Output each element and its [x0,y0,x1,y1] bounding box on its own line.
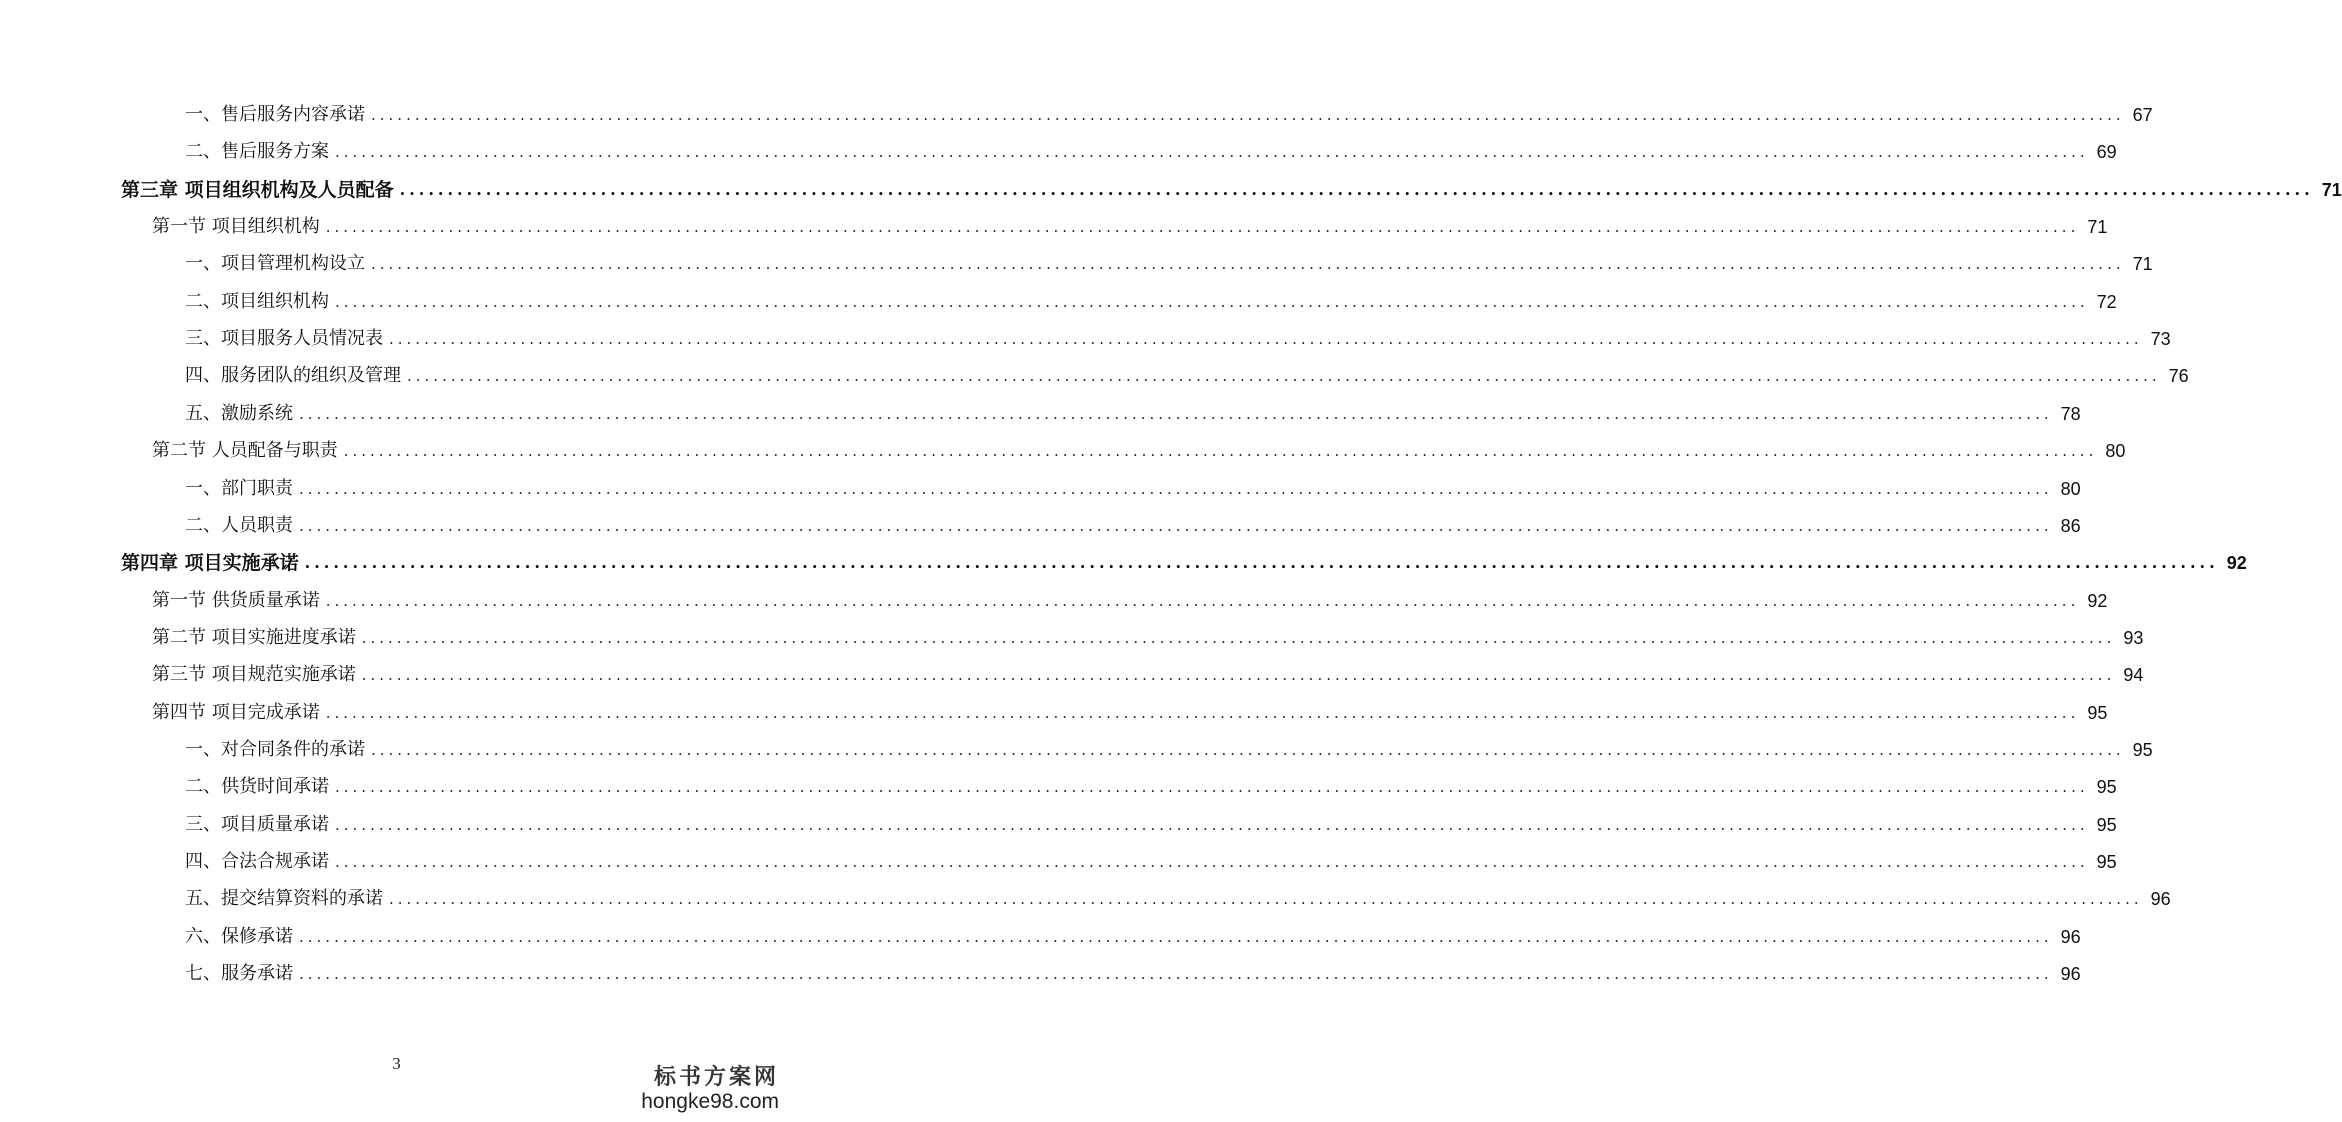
toc-dot-leader: ........................................................................................................................................................................................................ [299,404,2053,423]
toc-entry-title: 第二节 项目实施进度承诺 [152,626,356,648]
toc-entry-section[interactable] [152,586,2108,616]
toc-entry-title: 一、部门职责 [185,477,293,499]
toc-entry-item[interactable] [185,399,2081,429]
toc-entry-item[interactable] [185,361,2189,391]
toc-entry-item[interactable] [185,137,2117,167]
toc-entry-title: 第四节 项目完成承诺 [152,701,320,723]
toc-entry-title: 三、项目服务人员情况表 [185,328,383,350]
toc-entry-page: 96 [2060,964,2081,985]
toc-entry-title: 一、对合同条件的承诺 [185,738,365,760]
toc-entry-item[interactable] [185,474,2081,504]
toc-dot-leader: ........................................................................................................................................................................................................ [304,553,2219,573]
toc-dot-leader: ........................................................................................................................................................................................................ [325,591,2080,610]
toc-entry-page: 80 [2105,441,2126,462]
toc-dot-leader: ........................................................................................................................................................................................................ [335,815,2089,834]
toc-entry-page: 86 [2060,515,2081,536]
toc-entry-item[interactable] [185,922,2081,952]
toc-entry-page: 78 [2060,403,2081,424]
toc-entry-page: 95 [2096,852,2117,872]
toc-entry-section[interactable] [152,212,2108,242]
toc-entry-chapter[interactable] [121,175,2342,205]
toc-entry-page: 95 [2132,739,2153,760]
toc-entry-title: 四、合法合规承诺 [185,851,329,872]
toc-dot-leader: ........................................................................................................................................................................................................ [335,853,2089,871]
toc-entry-page: 96 [2060,926,2081,947]
toc-dot-leader: ........................................................................................................................................................................................................ [299,479,2053,498]
toc-entry-page: 94 [2123,665,2144,686]
toc-entry-title: 第一节 供货质量承诺 [152,589,320,611]
toc-entry-page: 92 [2226,553,2247,574]
toc-entry-page: 69 [2096,142,2117,163]
toc-dot-leader: ........................................................................................................................................................................................................ [299,516,2053,535]
toc-dot-leader: ........................................................................................................................................................................................................ [343,442,2098,461]
toc-dot-leader: ........................................................................................................................................................................................................ [299,927,2053,946]
toc-entry-page: 96 [2150,889,2171,910]
toc-entry-page: 72 [2096,291,2117,312]
toc-entry-title: 第四章 项目实施承诺 [121,552,299,575]
toc-entry-page: 95 [2096,777,2117,798]
toc-entry-item[interactable] [185,884,2171,914]
toc-entry-page: 80 [2060,478,2081,499]
toc-entry-page: 71 [2132,254,2153,275]
watermark-url: hongke98.com [641,1090,779,1113]
toc-entry-page: 95 [2087,702,2108,723]
toc-dot-leader: ........................................................................................................................................................................................................ [389,330,2143,349]
toc-entry-page: 71 [2321,179,2342,200]
toc-entry-section[interactable] [152,623,2144,653]
toc-dot-leader: ........................................................................................................................................................................................................ [361,666,2116,685]
toc-entry-title: 二、项目组织机构 [185,290,329,312]
toc-entry-title: 一、售后服务内容承诺 [185,104,365,125]
toc-entry-page: 95 [2096,814,2117,835]
toc-entry-item[interactable] [185,249,2153,279]
toc-entry-item[interactable] [185,735,2153,765]
toc-entry-chapter[interactable] [121,548,2247,578]
toc-entry-title: 五、激励系统 [185,402,293,424]
toc-entry-page: 71 [2087,217,2108,238]
toc-dot-leader: ........................................................................................................................................................................................................ [335,778,2089,797]
toc-entry-item[interactable] [185,100,2153,130]
toc-entry-section[interactable] [152,436,2126,466]
toc-entry-item[interactable] [185,324,2171,354]
toc-entry-item[interactable] [185,287,2117,317]
toc-entry-page: 93 [2123,627,2144,648]
toc-dot-leader: ........................................................................................................................................................................................................ [335,292,2089,311]
watermark-logo [641,1064,779,1114]
toc-entry-page: 92 [2087,590,2108,611]
toc-entry-page: 76 [2168,366,2189,387]
toc-entry-item[interactable] [185,959,2081,989]
toc-entry-page: 67 [2132,105,2153,125]
toc-entry-title: 第一节 项目组织机构 [152,216,320,238]
watermark-brand: 标书方案网 [653,1064,779,1090]
toc-dot-leader: ........................................................................................................................................................................................................ [407,367,2161,386]
toc-dot-leader: ........................................................................................................................................................................................................ [361,628,2116,647]
toc-dot-leader: ........................................................................................................................................................................................................ [371,106,2125,124]
toc-entry-title: 七、服务承诺 [185,963,293,985]
toc-entry-item[interactable] [185,772,2117,802]
toc-dot-leader: ........................................................................................................................................................................................................ [325,218,2080,237]
toc-entry-title: 六、保修承诺 [185,925,293,947]
page-number: 3 [392,1054,401,1073]
toc-entry-title: 五、提交结算资料的承诺 [185,888,383,910]
toc-entry-title: 二、供货时间承诺 [185,776,329,798]
toc-dot-leader: ........................................................................................................................................................................................................ [399,179,2314,199]
toc-entry-title: 二、售后服务方案 [185,141,329,163]
toc-dot-leader: ........................................................................................................................................................................................................ [389,890,2143,909]
toc-entry-title: 第二节 人员配备与职责 [152,440,338,462]
toc-dot-leader: ........................................................................................................................................................................................................ [325,703,2080,722]
toc-dot-leader: ........................................................................................................................................................................................................ [371,255,2125,274]
toc-entry-title: 二、人员职责 [185,514,293,536]
toc-entry-title: 第三章 项目组织机构及人员配备 [121,178,394,201]
toc-entry-section[interactable] [152,698,2108,728]
toc-dot-leader: ........................................................................................................................................................................................................ [335,143,2089,162]
toc-entry-title: 三、项目质量承诺 [185,813,329,835]
toc-entry-item[interactable] [185,810,2117,840]
toc-entry-item[interactable] [185,511,2081,541]
toc-dot-leader: ........................................................................................................................................................................................................ [371,740,2125,759]
toc-dot-leader: ........................................................................................................................................................................................................ [299,965,2053,984]
toc-entry-title: 第三节 项目规范实施承诺 [152,664,356,686]
toc-entry-title: 四、服务团队的组织及管理 [185,365,401,387]
toc-entry-title: 一、项目管理机构设立 [185,253,365,275]
toc-entry-section[interactable] [152,660,2144,690]
toc-entry-page: 73 [2150,329,2171,350]
toc-entry-item[interactable] [185,847,2117,877]
